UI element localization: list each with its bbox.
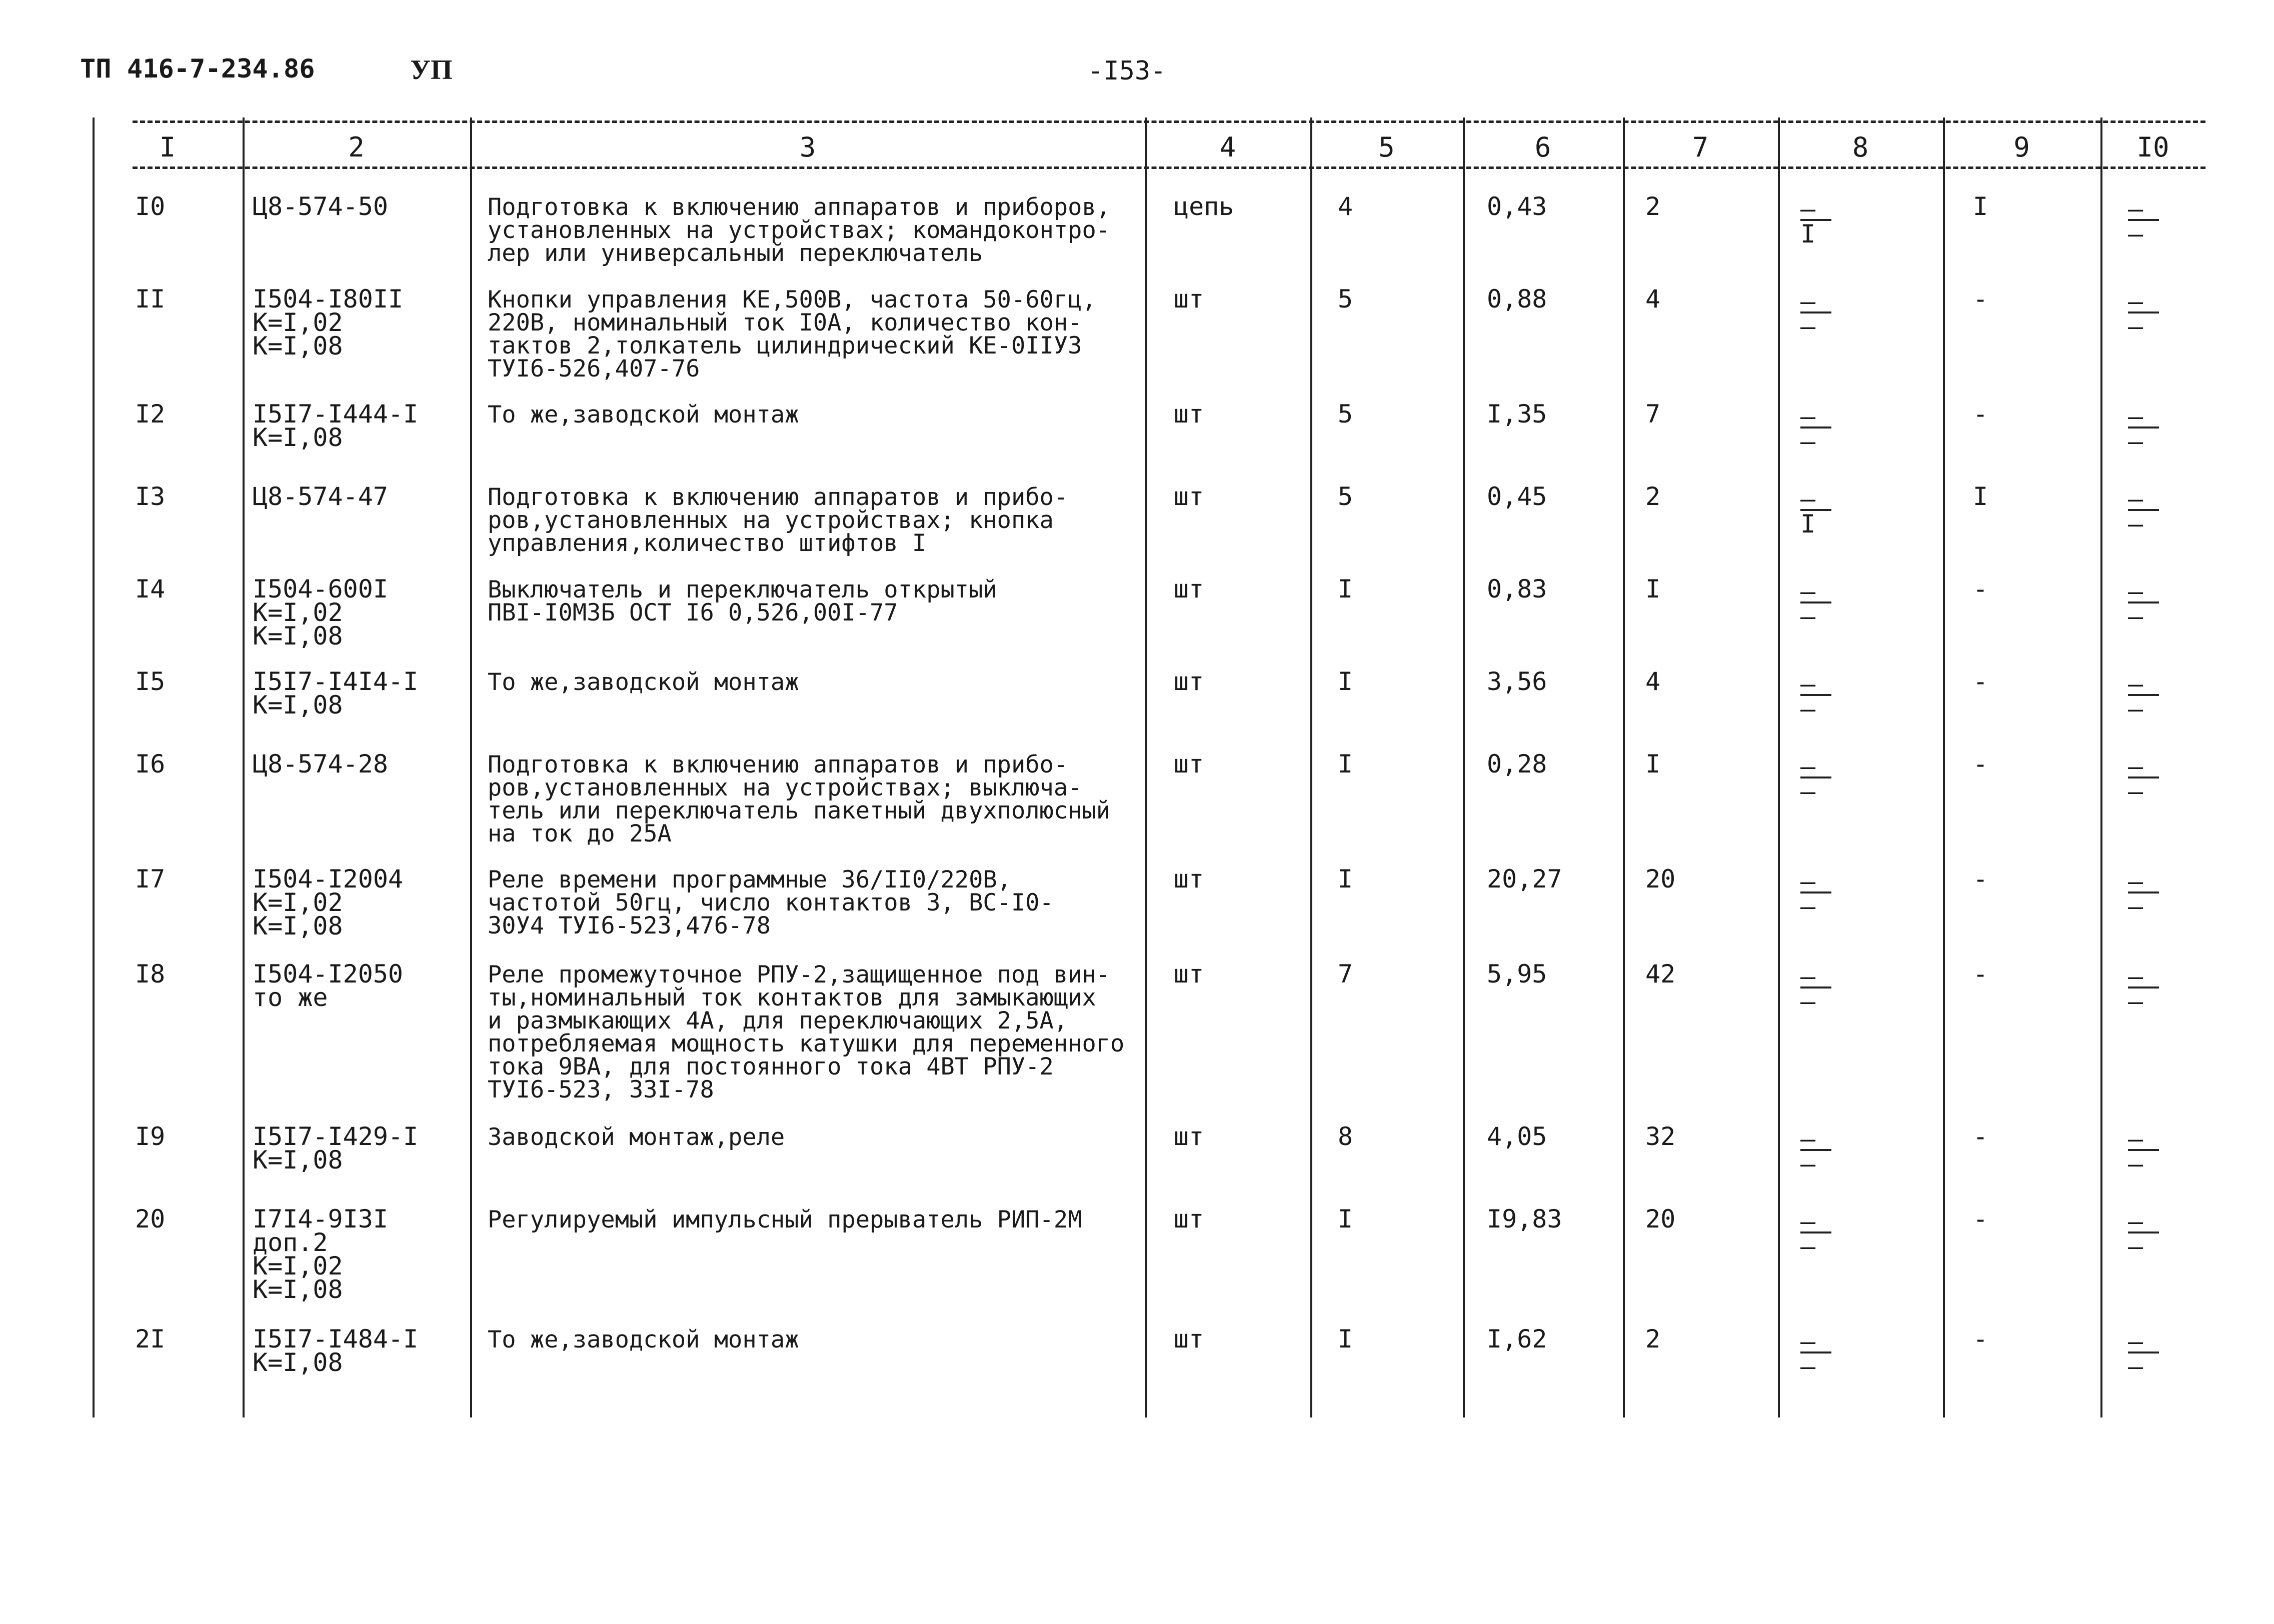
column-9-value: -	[1973, 667, 1988, 696]
unit-of-measure: шт	[1174, 960, 1204, 988]
total-cost: 2	[1645, 192, 1661, 221]
row-number: 20	[135, 1204, 166, 1234]
column-8-bottom: –	[1800, 1352, 1816, 1381]
price-code: I7I4-9I3I доп.2 К=I,02 К=I,08	[253, 1204, 388, 1304]
column-divider	[1463, 118, 1465, 1418]
unit-of-measure: шт	[1174, 1122, 1204, 1151]
column-9-value: -	[1973, 750, 1988, 778]
column-10-bottom: –	[2128, 1232, 2143, 1261]
column-10-bottom: –	[2128, 312, 2143, 341]
column-10-bottom: –	[2128, 510, 2143, 538]
column-10-top: –	[2128, 966, 2159, 988]
work-description: Реле промежуточное РПУ-2,защищенное под вин- ты,номинальный ток контактов для замыкающих и размыкающих 4А, для переключающих 2,5А, потребляемая мощность катушки для переменного тока 9ВА, для постоянного тока 4ВТ РПУ-2 ТУI6-523, 33I-78	[488, 961, 1125, 1104]
total-cost: 32	[1645, 1122, 1676, 1151]
column-8-mark	[1800, 484, 1860, 538]
unit-cost: I9,83	[1487, 1204, 1562, 1234]
column-10-bottom: –	[2128, 694, 2143, 724]
column-8-mark	[1800, 1207, 1860, 1261]
work-description: Кнопки управления КЕ,500В, частота 50-60гц, 220В, номинальный ток I0А, количество кон- тактов 2,толкатель цилиндрический КЕ-0IIУЗ ТУI6-526,407-76	[488, 286, 1096, 382]
column-9-value: -	[1973, 1122, 1988, 1151]
unit-cost: I,35	[1487, 400, 1547, 428]
row-number: II	[135, 284, 166, 314]
quantity: 7	[1338, 960, 1353, 988]
column-header-8: 8	[1852, 132, 1869, 163]
price-code: I5I7-I4I4-I К=I,08	[253, 667, 419, 720]
column-header-3: 3	[799, 132, 816, 163]
total-cost: 7	[1645, 400, 1661, 428]
unit-cost: 0,83	[1487, 574, 1547, 604]
price-code: I5I7-I444-I К=I,08	[253, 400, 419, 452]
unit-of-measure: шт	[1174, 667, 1204, 696]
specification-table	[93, 118, 2205, 1418]
quantity: I	[1338, 750, 1353, 778]
column-8-top: –	[1800, 1129, 1831, 1151]
quantity: 5	[1338, 284, 1353, 314]
column-10-mark	[2128, 402, 2188, 456]
work-description: То же,заводской монтаж	[488, 1326, 799, 1354]
column-10-bottom: –	[2128, 777, 2143, 806]
column-10-bottom: –	[2128, 987, 2143, 1016]
work-description: Подготовка к включению аппаратов и прибо- ров,установленных на устройствах; кнопка управления,количество штифтов I	[488, 484, 1068, 557]
column-10-top: –	[2128, 489, 2159, 511]
column-divider	[2100, 118, 2102, 1418]
column-10-mark	[2128, 194, 2188, 248]
unit-cost: 0,28	[1487, 750, 1547, 778]
unit-of-measure: цепь	[1174, 192, 1234, 221]
unit-cost: 3,56	[1487, 667, 1547, 696]
column-8-top: –	[1800, 1212, 1831, 1234]
column-10-bottom: –	[2128, 1352, 2143, 1381]
column-9-value: -	[1973, 960, 1988, 988]
column-8-mark	[1800, 670, 1860, 724]
column-header-4: 4	[1219, 132, 1236, 163]
column-8-bottom: –	[1800, 1150, 1816, 1178]
unit-cost: I,62	[1487, 1324, 1547, 1354]
column-header-10: I0	[2136, 132, 2169, 163]
quantity: I	[1338, 667, 1353, 696]
column-9-value: -	[1973, 400, 1988, 428]
quantity: 5	[1338, 482, 1353, 511]
column-header-1: I	[159, 132, 176, 163]
price-code: Ц8-574-28	[253, 750, 388, 778]
column-8-bottom: I	[1800, 220, 1816, 248]
column-10-mark	[2128, 577, 2188, 631]
row-number: I9	[135, 1122, 166, 1151]
column-8-bottom: –	[1800, 892, 1816, 921]
quantity: I	[1338, 1324, 1353, 1354]
price-code: I5I7-I429-I К=I,08	[253, 1122, 419, 1174]
price-code: I504-I2050 то же	[253, 960, 404, 1012]
quantity: 5	[1338, 400, 1353, 428]
column-10-mark	[2128, 1124, 2188, 1178]
unit-cost: 0,45	[1487, 482, 1547, 511]
price-code: Ц8-574-47	[253, 482, 388, 511]
quantity: I	[1338, 1204, 1353, 1234]
page-number: -I53-	[1088, 56, 1166, 86]
column-divider	[1623, 118, 1625, 1418]
column-header-7: 7	[1692, 132, 1709, 163]
column-header-5: 5	[1378, 132, 1395, 163]
column-10-top: –	[2128, 199, 2159, 221]
column-10-top: –	[2128, 406, 2159, 428]
work-description: Регулируемый импульсный прерыватель РИП-2М	[488, 1206, 1082, 1234]
column-divider	[1310, 118, 1312, 1418]
column-9-value: I	[1973, 482, 1988, 511]
column-divider	[1778, 118, 1780, 1418]
work-description: Выключатель и переключатель открытый ПВI-I0МЗБ ОСТ I6 0,526,00I-77	[488, 576, 997, 626]
unit-cost: 20,27	[1487, 864, 1562, 894]
total-cost: 4	[1645, 284, 1661, 314]
column-10-bottom: –	[2128, 892, 2143, 921]
column-10-mark	[2128, 670, 2188, 724]
column-8-bottom: I	[1800, 510, 1816, 538]
column-9-value: -	[1973, 284, 1988, 314]
column-10-mark	[2128, 867, 2188, 921]
header-top-rule	[133, 120, 2205, 123]
unit-of-measure: шт	[1174, 482, 1204, 511]
unit-of-measure: шт	[1174, 750, 1204, 778]
document-code: ТП 416-7-234.86	[80, 54, 315, 84]
column-8-mark	[1800, 867, 1860, 921]
column-10-mark	[2128, 484, 2188, 538]
unit-of-measure: шт	[1174, 864, 1204, 894]
column-8-top: –	[1800, 966, 1831, 988]
column-10-mark	[2128, 287, 2188, 341]
column-8-top: –	[1800, 489, 1831, 511]
row-number: 2I	[135, 1324, 166, 1354]
work-description: То же,заводской монтаж	[488, 401, 799, 428]
column-10-top: –	[2128, 1212, 2159, 1234]
column-10-mark	[2128, 752, 2188, 806]
column-header-2: 2	[348, 132, 365, 163]
column-10-mark	[2128, 962, 2188, 1016]
work-description: Реле времени программные 36/II0/220В, частотой 50гц, число контактов 3, ВС-I0- 30У4 ТУI6-523,476-78	[488, 866, 1054, 940]
column-10-top: –	[2128, 292, 2159, 314]
column-8-mark	[1800, 752, 1860, 806]
price-code: I504-I2004 К=I,02 К=I,08	[253, 864, 404, 940]
row-number: I5	[135, 667, 166, 696]
column-header-6: 6	[1534, 132, 1551, 163]
header-bottom-rule	[133, 166, 2205, 169]
unit-cost: 0,88	[1487, 284, 1547, 314]
column-8-mark	[1800, 577, 1860, 631]
row-number: I3	[135, 482, 166, 511]
unit-cost: 5,95	[1487, 960, 1547, 988]
column-10-bottom: –	[2128, 427, 2143, 456]
total-cost: 20	[1645, 1204, 1676, 1234]
column-8-mark	[1800, 962, 1860, 1016]
row-number: I6	[135, 750, 166, 778]
row-number: I0	[135, 192, 166, 221]
column-9-value: -	[1973, 1204, 1988, 1234]
column-8-mark	[1800, 287, 1860, 341]
column-10-top: –	[2128, 756, 2159, 778]
column-9-value: -	[1973, 574, 1988, 604]
column-8-top: –	[1800, 756, 1831, 778]
column-8-mark	[1800, 1327, 1860, 1381]
column-10-top: –	[2128, 1129, 2159, 1151]
column-10-top: –	[2128, 1332, 2159, 1354]
column-divider	[1943, 118, 1945, 1418]
unit-of-measure: шт	[1174, 400, 1204, 428]
work-description: Подготовка к включению аппаратов и прибо- ров,установленных на устройствах; выключа- тель или переключатель пакетный двухполюсный на ток до 25А	[488, 751, 1111, 848]
row-number: I2	[135, 400, 166, 428]
column-8-top: –	[1800, 674, 1831, 696]
column-8-bottom: –	[1800, 1232, 1816, 1261]
column-8-top: –	[1800, 582, 1831, 604]
column-10-bottom: –	[2128, 220, 2143, 248]
quantity: 4	[1338, 192, 1353, 221]
column-header-9: 9	[2013, 132, 2030, 163]
column-8-top: –	[1800, 872, 1831, 894]
quantity: I	[1338, 864, 1353, 894]
work-description: То же,заводской монтаж	[488, 668, 799, 696]
unit-of-measure: шт	[1174, 284, 1204, 314]
column-9-value: -	[1973, 864, 1988, 894]
total-cost: I	[1645, 574, 1661, 604]
unit-of-measure: шт	[1174, 1324, 1204, 1354]
column-8-bottom: –	[1800, 602, 1816, 631]
column-9-value: -	[1973, 1324, 1988, 1354]
unit-cost: 0,43	[1487, 192, 1547, 221]
row-number: I8	[135, 960, 166, 988]
work-description: Заводской монтаж,реле	[488, 1124, 785, 1151]
column-10-bottom: –	[2128, 1150, 2143, 1178]
column-10-mark	[2128, 1207, 2188, 1261]
column-9-value: I	[1973, 192, 1988, 221]
column-8-mark	[1800, 402, 1860, 456]
column-8-bottom: –	[1800, 312, 1816, 341]
column-8-top: –	[1800, 199, 1831, 221]
column-8-mark	[1800, 194, 1860, 248]
column-8-top: –	[1800, 406, 1831, 428]
column-10-top: –	[2128, 582, 2159, 604]
column-8-bottom: –	[1800, 777, 1816, 806]
row-number: I4	[135, 574, 166, 604]
price-code: I5I7-I484-I К=I,08	[253, 1324, 419, 1377]
section-number: УП	[410, 54, 453, 86]
total-cost: 42	[1645, 960, 1676, 988]
unit-of-measure: шт	[1174, 574, 1204, 604]
column-8-mark	[1800, 1124, 1860, 1178]
quantity: I	[1338, 574, 1353, 604]
price-code: I504-I80II К=I,02 К=I,08	[253, 284, 404, 360]
column-10-mark	[2128, 1327, 2188, 1381]
row-number: I7	[135, 864, 166, 894]
column-divider	[470, 118, 472, 1418]
total-cost: 20	[1645, 864, 1676, 894]
total-cost: 4	[1645, 667, 1661, 696]
unit-cost: 4,05	[1487, 1122, 1547, 1151]
quantity: 8	[1338, 1122, 1353, 1151]
column-divider	[243, 118, 245, 1418]
total-cost: 2	[1645, 1324, 1661, 1354]
column-8-bottom: –	[1800, 694, 1816, 724]
total-cost: 2	[1645, 482, 1661, 511]
price-code: Ц8-574-50	[253, 192, 388, 221]
price-code: I504-600I К=I,02 К=I,08	[253, 574, 388, 650]
unit-of-measure: шт	[1174, 1204, 1204, 1234]
column-8-top: –	[1800, 292, 1831, 314]
total-cost: I	[1645, 750, 1661, 778]
column-8-bottom: –	[1800, 427, 1816, 456]
column-divider	[93, 118, 95, 1418]
column-10-top: –	[2128, 872, 2159, 894]
column-10-bottom: –	[2128, 602, 2143, 631]
work-description: Подготовка к включению аппаратов и приборов, установленных на устройствах; командоконтро- лер или универсальный переключатель	[488, 194, 1111, 267]
column-8-top: –	[1800, 1332, 1831, 1354]
column-8-bottom: –	[1800, 987, 1816, 1016]
column-10-top: –	[2128, 674, 2159, 696]
